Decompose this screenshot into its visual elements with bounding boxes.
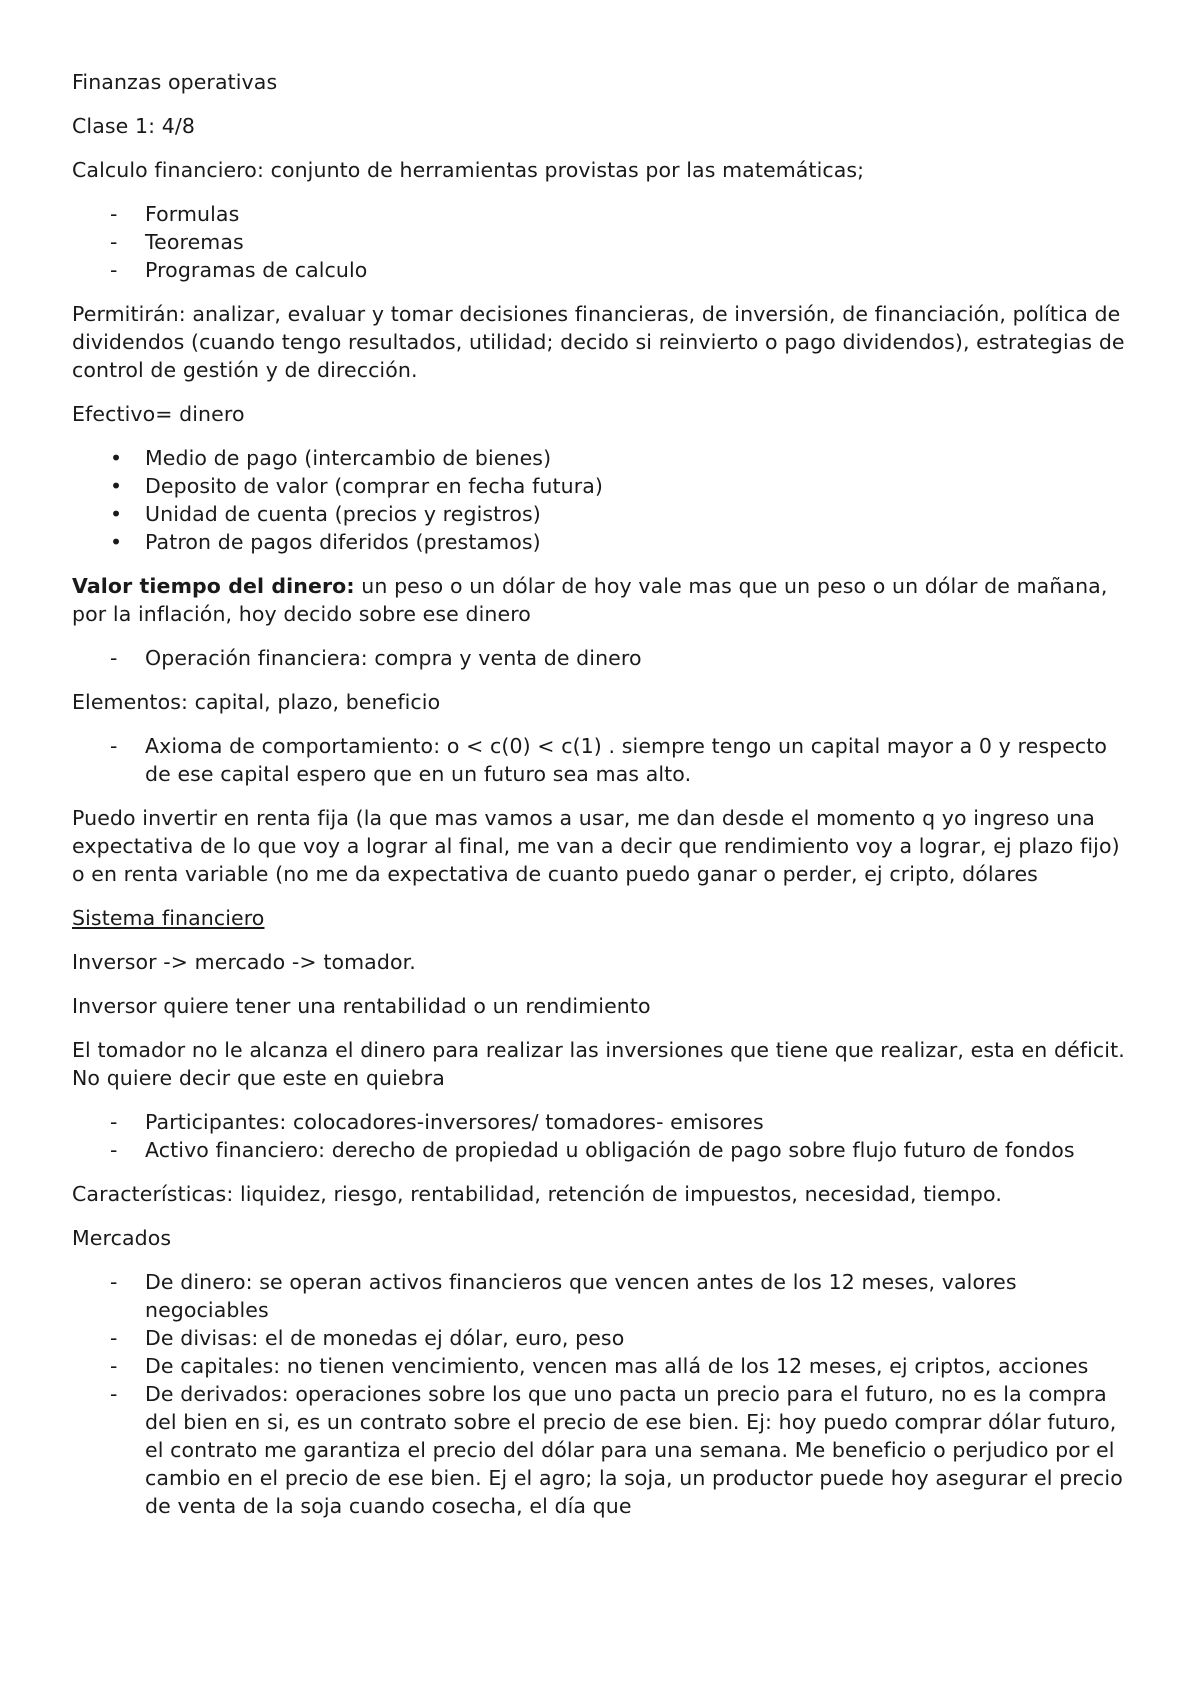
sistema-heading: Sistema financiero	[72, 906, 265, 930]
list-item: • Unidad de cuenta (precios y registros)	[110, 502, 541, 526]
list-item: • Medio de pago (intercambio de bienes)	[110, 446, 552, 470]
caracteristicas-line: Características: liquidez, riesgo, rentabilidad, retención de impuestos, necesidad, tiempo.	[72, 1182, 1002, 1206]
list-item: - Programas de calculo	[110, 258, 368, 282]
list-item: • Deposito de valor (comprar en fecha futura)	[110, 474, 603, 498]
mercados-heading: Mercados	[72, 1226, 172, 1250]
dash-marker: -	[110, 1354, 118, 1378]
dash-marker: -	[110, 202, 118, 226]
dash-marker: -	[110, 258, 118, 282]
class-date: Clase 1: 4/8	[72, 114, 196, 138]
valor-tiempo-paragraph: Valor tiempo del dinero: un peso o un dólar de hoy vale mas que un peso o un dólar de mañana, por la inflación, hoy decido sobre ese dinero	[72, 574, 1108, 626]
list-item: • Patron de pagos diferidos (prestamos)	[110, 530, 541, 554]
calculo-list	[72, 200, 1132, 284]
document-page	[72, 68, 1132, 1536]
elementos-line: Elementos: capital, plazo, beneficio	[72, 690, 441, 714]
calculo-intro: Calculo financiero: conjunto de herramientas provistas por las matemáticas;	[72, 158, 865, 182]
dash-marker: -	[110, 646, 118, 670]
list-item: - Formulas	[110, 202, 240, 226]
operacion-list	[72, 644, 1132, 672]
list-item: - De dinero: se operan activos financieros que vencen antes de los 12 meses, valores negociables	[110, 1270, 1017, 1322]
flujo-line: Inversor -> mercado -> tomador.	[72, 950, 416, 974]
renta-paragraph: Puedo invertir en renta fija (la que mas vamos a usar, me dan desde el momento q yo ingreso una expectativa de lo que voy a lograr al final, me van a decir que rendimiento voy a lograr, ej plazo fijo) o en renta variable (no me da expectativa de cuanto puedo ganar o perder, ej cripto, dólares	[72, 806, 1120, 886]
mercados-list	[72, 1268, 1132, 1520]
dash-marker: -	[110, 1382, 118, 1406]
efectivo-list	[72, 444, 1132, 556]
valor-tiempo-term: Valor tiempo del dinero:	[72, 574, 355, 598]
inversor-line: Inversor quiere tener una rentabilidad o un rendimiento	[72, 994, 651, 1018]
sistema-list	[72, 1108, 1132, 1164]
dash-marker: -	[110, 230, 118, 254]
list-item: - De capitales: no tienen vencimiento, vencen mas allá de los 12 meses, ej criptos, acciones	[110, 1354, 1089, 1378]
list-item: - Axioma de comportamiento: o < c(0) < c(1) . siempre tengo un capital mayor a 0 y respecto de ese capital espero que en un futuro sea mas alto.	[110, 734, 1108, 786]
dash-marker: -	[110, 1110, 118, 1134]
dash-marker: -	[110, 1138, 118, 1162]
bullet-marker: •	[110, 474, 123, 498]
list-item: - De derivados: operaciones sobre los que uno pacta un precio para el futuro, no es la compra del bien en si, es un contrato sobre el precio de ese bien. Ej: hoy puedo comprar dólar futuro, el contrato me garantiza el precio del dólar para una semana. Me beneficio o perjudico por el cambio en el precio de ese bien. Ej el agro; la soja, un productor puede hoy asegurar el precio de venta de la soja cuando cosecha, el día que	[110, 1382, 1123, 1518]
document-title: Finanzas operativas	[72, 70, 278, 94]
tomador-paragraph: El tomador no le alcanza el dinero para realizar las inversiones que tiene que realizar, esta en déficit. No quiere decir que este en quiebra	[72, 1038, 1125, 1090]
list-item: - De divisas: el de monedas ej dólar, euro, peso	[110, 1326, 625, 1350]
bullet-marker: •	[110, 502, 123, 526]
bullet-marker: •	[110, 530, 123, 554]
efectivo-line: Efectivo= dinero	[72, 402, 245, 426]
axioma-list	[72, 732, 1132, 788]
permitiran-paragraph: Permitirán: analizar, evaluar y tomar decisiones financieras, de inversión, de financiación, política de dividendos (cuando tengo resultados, utilidad; decido si reinvierto o pago dividendos), estrategias de control de gestión y de dirección.	[72, 302, 1125, 382]
bullet-marker: •	[110, 446, 123, 470]
dash-marker: -	[110, 1326, 118, 1350]
list-item: - Activo financiero: derecho de propiedad u obligación de pago sobre flujo futuro de fondos	[110, 1138, 1075, 1162]
dash-marker: -	[110, 734, 118, 758]
list-item: - Teoremas	[110, 230, 244, 254]
list-item: - Operación financiera: compra y venta de dinero	[110, 646, 642, 670]
list-item: - Participantes: colocadores-inversores/ tomadores- emisores	[110, 1110, 764, 1134]
dash-marker: -	[110, 1270, 118, 1294]
